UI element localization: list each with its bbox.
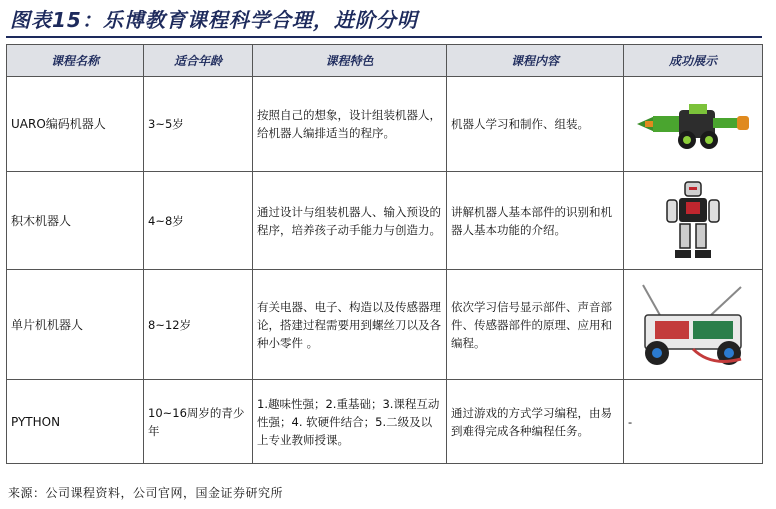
robot-car-image: [624, 77, 763, 172]
course-content: 机器人学习和制作、组装。: [447, 77, 624, 172]
table-row: [7, 270, 763, 380]
header-content: 课程内容: [447, 45, 624, 77]
course-age: 4~8岁: [144, 172, 253, 270]
header-feature: 课程特色: [253, 45, 447, 77]
course-content: 通过游戏的方式学习编程，由易到难得完成各种编程任务。: [447, 380, 624, 464]
course-age: 3~5岁: [144, 77, 253, 172]
course-age: 10~16周岁的青少年: [144, 380, 253, 464]
course-feature: 1.趣味性强；2.重基础；3.课程互动性强；4. 软硬件结合；5.二级及以上专业教师授课。: [253, 380, 447, 464]
table-row: [7, 172, 763, 270]
course-name: PYTHON: [7, 380, 144, 464]
circuit-board-robot-image: [624, 270, 763, 380]
title-underline: [6, 36, 762, 38]
course-feature: 有关电器、电子、构造以及传感器理论，搭建过程需要用到螺丝刀以及各种小零件 。: [253, 270, 447, 380]
course-feature: 通过设计与组装机器人、输入预设的程序，培养孩子动手能力与创造力。: [253, 172, 447, 270]
course-name: 单片机机器人: [7, 270, 144, 380]
humanoid-robot-image: [624, 172, 763, 270]
course-content: 依次学习信号显示部件、声音部件、传感器部件的原理、应用和编程。: [447, 270, 624, 380]
course-name: 积木机器人: [7, 172, 144, 270]
course-content: 讲解机器人基本部件的识别和机器人基本功能的介绍。: [447, 172, 624, 270]
course-table: [6, 44, 763, 464]
header-course-name: 课程名称: [7, 45, 144, 77]
course-name: UARO编码机器人: [7, 77, 144, 172]
course-age: 8~12岁: [144, 270, 253, 380]
source-note: 来源：公司课程资料，公司官网，国金证券研究所: [8, 486, 284, 500]
course-showcase-empty: -: [624, 380, 763, 464]
course-feature: 按照自己的想象，设计组装机器人，给机器人编排适当的程序。: [253, 77, 447, 172]
table-row: [7, 77, 763, 172]
table-header-row: [7, 45, 763, 77]
header-age: 适合年龄: [144, 45, 253, 77]
header-showcase: 成功展示: [624, 45, 763, 77]
figure-title: 图表15：乐博教育课程科学合理，进阶分明: [10, 8, 418, 32]
table-row: [7, 380, 763, 464]
